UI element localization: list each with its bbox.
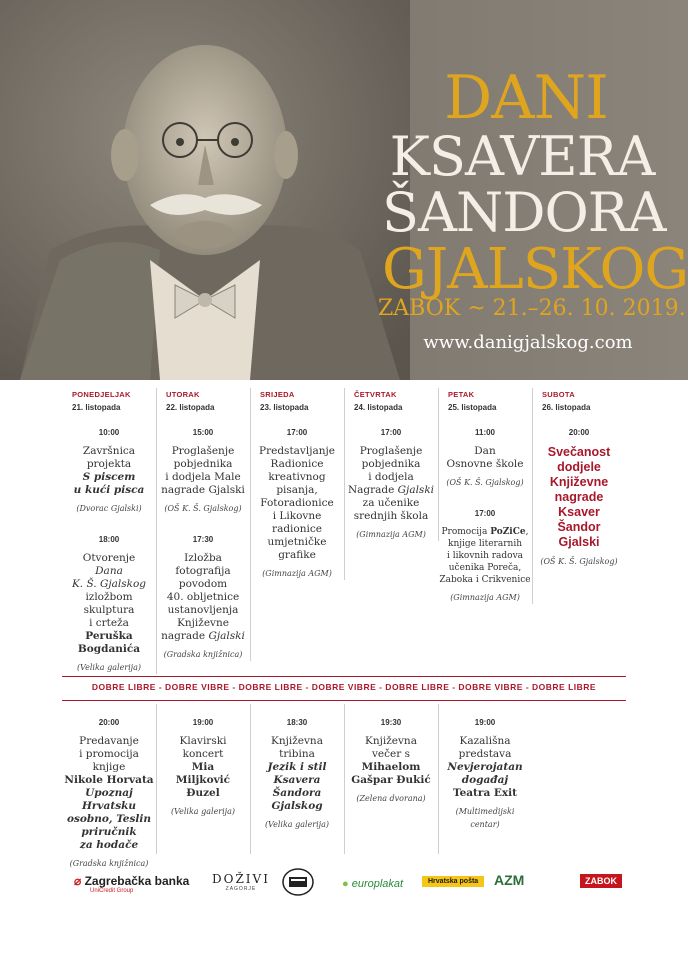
day-date: 25. listopada [448,403,497,412]
event-location: (Velika galerija) [264,820,330,829]
day-column-saturday [532,388,626,568]
event-column [438,704,532,854]
event-time: 17:00 [380,428,402,437]
event-description: Književna tribina Jezik i stil Ksavera Šandora Gjalskog [267,735,327,812]
event-time: 11:00 [474,428,496,437]
day-date: 26. listopada [542,403,591,412]
event-location: (Multimedijski centar) [455,807,515,829]
event-location: (Gradska knjižnica) [163,650,243,659]
day-date: 22. listopada [166,403,215,412]
event-description: Izložba fotografija povodom 40. obljetnice ustanovljenja Književne nagrade Gjalski [161,552,245,642]
event-location: (Gimnazija AGM) [356,530,426,539]
day-column-monday [62,388,157,674]
event-location: (OŠ K. Š. Gjalskog) [540,557,618,566]
divider-top [62,676,626,677]
day-column-friday [438,388,533,604]
portrait-photo [0,0,410,380]
event-description: Promocija PoZiCe, knjige literarnih i likovnih radova učenika Poreča, Zaboka i Crikvenice [439,527,531,585]
sponsor-hrvatska-posta: Hrvatska pošta [422,876,484,887]
event-time: 17:00 [286,428,308,437]
event-time: 15:00 [192,428,214,437]
event-column [250,704,345,854]
event-time: 20:00 [568,428,590,437]
divider-bottom [62,700,626,701]
event-column [344,704,439,854]
event-description: Svečanost dodjele Književne nagrade Ksaver Šandor Gjalski [547,445,611,549]
day-name: UTORAK [166,390,200,399]
day-column-tuesday [156,388,251,661]
event-location: (OŠ K. Š. Gjalskog) [446,478,524,487]
festival-date: ZABOK ~ 21.–26. 10. 2019. [378,296,686,321]
day-column-thursday [344,388,439,541]
event-time: 18:00 [98,535,120,544]
sponsor-dozivi-zagorje: DOŽIVI ZAGORJE [212,872,270,892]
event-description: Klavirski koncert Mia Miljković Đuzel [175,735,231,799]
slogan-banner: DOBRE LIBRE - DOBRE VIBRE - DOBRE LIBRE - DOBRE VIBRE - DOBRE LIBRE - DOBRE VIBRE - DOBRE LIBRE [91,682,597,692]
event-location: (Velika galerija) [170,807,236,816]
event-column [156,704,251,854]
day-date: 24. listopada [354,403,403,412]
day-column-wednesday [250,388,345,580]
event-description: Predstavljanje Radionice kreativnog pisanja, Fotoradionice i Likovne radionice umjetničke grafike [259,445,335,561]
event-description: Dan Osnovne škole [446,445,524,470]
day-name: SRIJEDA [260,390,295,399]
event-location: (Gimnazija AGM) [262,569,332,578]
event-time: 20:00 [98,718,120,727]
event-description: Otvorenje Dana K. Š. Gjalskog izložbom skulptura i crteža Peruška Bogdanića [71,552,147,655]
event-time: 10:00 [98,428,120,437]
sponsor-europlakat: ● europlakat [342,878,404,890]
event-description: Književna večer s Mihaelom Gašpar Đukić [351,735,431,786]
sponsor-zabok: ZABOK [580,874,622,888]
event-description: Proglašenje pobjednika i dodjela Nagrade Gjalski za učenike srednjih škola [347,445,435,522]
event-time: 17:00 [474,509,496,518]
title-line-3: ŠANDORA [382,181,666,244]
festival-title [382,63,688,302]
event-description: Predavanje i promocija knjige Nikole Horvata Upoznaj Hrvatsku osobno, Teslin priručnik za hodače [64,735,154,851]
event-location: (Gradska knjižnica) [69,859,149,868]
event-location: (Velika galerija) [76,663,142,672]
sponsor-badge [282,868,314,901]
day-name: PONEDJELJAK [72,390,131,399]
header-banner [0,0,688,380]
event-location: (Zelena dvorana) [356,794,426,803]
event-location: (OŠ K. Š. Gjalskog) [164,504,242,513]
title-line-1: DANI [444,63,608,133]
sponsor-logos [60,868,628,908]
event-time: 18:30 [286,718,308,727]
event-location: (Gimnazija AGM) [450,593,520,602]
event-description: Završnica projekta S piscem u kući pisca [73,445,145,496]
day-name: ČETVRTAK [354,390,397,399]
event-time: 17:30 [192,535,214,544]
title-line-2: KSAVERA [389,125,655,188]
event-column [62,704,157,868]
website-link[interactable]: www.danigjalskog.com [423,332,633,353]
event-description: Proglašenje pobjednika i dodjela Male nagrade Gjalski [161,445,245,496]
event-location: (Dvorac Gjalski) [76,504,142,513]
day-name: PETAK [448,390,475,399]
event-time: 19:30 [380,718,402,727]
sponsor-azm: AZM [494,872,525,888]
sponsor-zagrebacka-banka: ⌀ Zagrebačka banka UniCredit Group [74,874,190,894]
event-time: 19:00 [192,718,214,727]
title-line-4: GJALSKOG [382,237,688,302]
event-description: Kazališna predstava Nevjerojatan događaj Teatra Exit [447,735,523,799]
event-time: 19:00 [474,718,496,727]
day-date: 21. listopada [72,403,121,412]
day-name: SUBOTA [542,390,575,399]
day-date: 23. listopada [260,403,309,412]
